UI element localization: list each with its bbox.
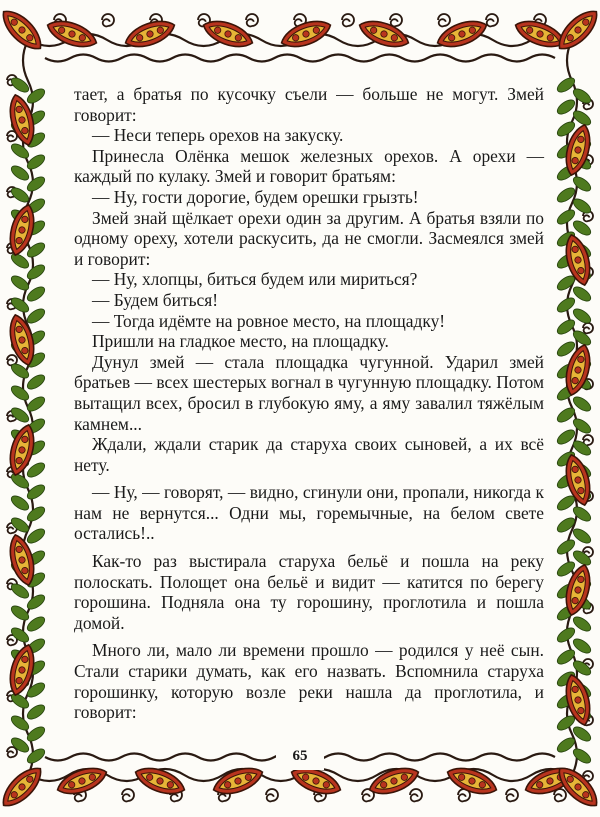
paragraph: Много ли, мало ли времени прошло — родился у неё сын. Стали старики думать, как его назвать. Вспомнила старуха горошинку, которую возле реки нашла да проглотила, и говорит:: [74, 640, 544, 723]
paragraph: тает, а братья по кусочку съели — больше не могут. Змей говорит:: [74, 84, 544, 125]
vine-curl: [266, 789, 278, 801]
vine-curl: [342, 14, 354, 26]
pea-pod: [44, 15, 100, 53]
pea-pod: [54, 762, 110, 800]
pea-pod: [444, 762, 500, 800]
leaf: [571, 746, 593, 766]
vine-curl: [246, 14, 258, 26]
paragraph: — Неси теперь орехов на закуску.: [92, 125, 344, 146]
story-text: [74, 84, 544, 723]
paragraph: — Ну, гости дорогие, будем орешки грызть!: [92, 186, 419, 207]
page-number: 65: [292, 748, 308, 764]
pea-pod: [356, 15, 412, 53]
paragraph: — Будем биться!: [92, 289, 219, 310]
vine-curl: [486, 14, 498, 26]
vine-curl: [583, 323, 593, 333]
pea-pod: [122, 15, 178, 53]
pea-pod: [132, 762, 188, 800]
pea-pod: [0, 761, 48, 813]
pea-pod: [434, 15, 490, 53]
vine-curl: [506, 789, 518, 801]
vine-curl: [7, 747, 17, 757]
vine-curl: [410, 789, 422, 801]
paragraph: — Тогда идёмте на ровное место, на площадку!: [92, 310, 446, 331]
paragraph: Змей знай щёлкает орехи один за другим. А братья взяли по одному ореху, хотели раскусить, да не смогли. Засмеялся змей и говорит:: [74, 207, 544, 269]
vine-curl: [122, 789, 134, 801]
paragraph: — Ну, — говорят, — видно, сгинули они, пропали, никогда к нам не вернутся... Одни мы, горемычные, на белом свете остались!..: [74, 482, 544, 544]
paragraph: Как-то раз выстирала старуха бельё и пошла на реку полоскать. Полощет она бельё и видит — катится по берегу горошина. Подняла она ту горошину, проглотила и пошла домой.: [74, 551, 544, 633]
paragraph: Ждали, ждали старик да старуха своих сыновей, а их всё нету.: [74, 434, 544, 475]
pea-pod: [552, 4, 600, 56]
vine-stem: [45, 55, 555, 62]
paragraph: Принесла Олёнка мешок железных орехов. А орехи — каждый по кулаку. Змей и говорит братьям:: [74, 145, 544, 187]
vine-curl: [390, 14, 402, 26]
vine-curl: [102, 14, 114, 26]
paragraph: — Ну, хлопцы, биться будем или мириться?: [92, 269, 418, 290]
paragraph: Дунул змей — стала площадка чугунной. Ударил змей братьев — всех шестерых вогнал в чугунную площадку. Потом вытащил всех, бросил в глубокую яму, а яму завалил тяжёлым камнем...: [74, 351, 544, 434]
paragraph: Пришли на гладкое место, на площадку.: [92, 331, 389, 352]
vine-curl: [438, 14, 450, 26]
